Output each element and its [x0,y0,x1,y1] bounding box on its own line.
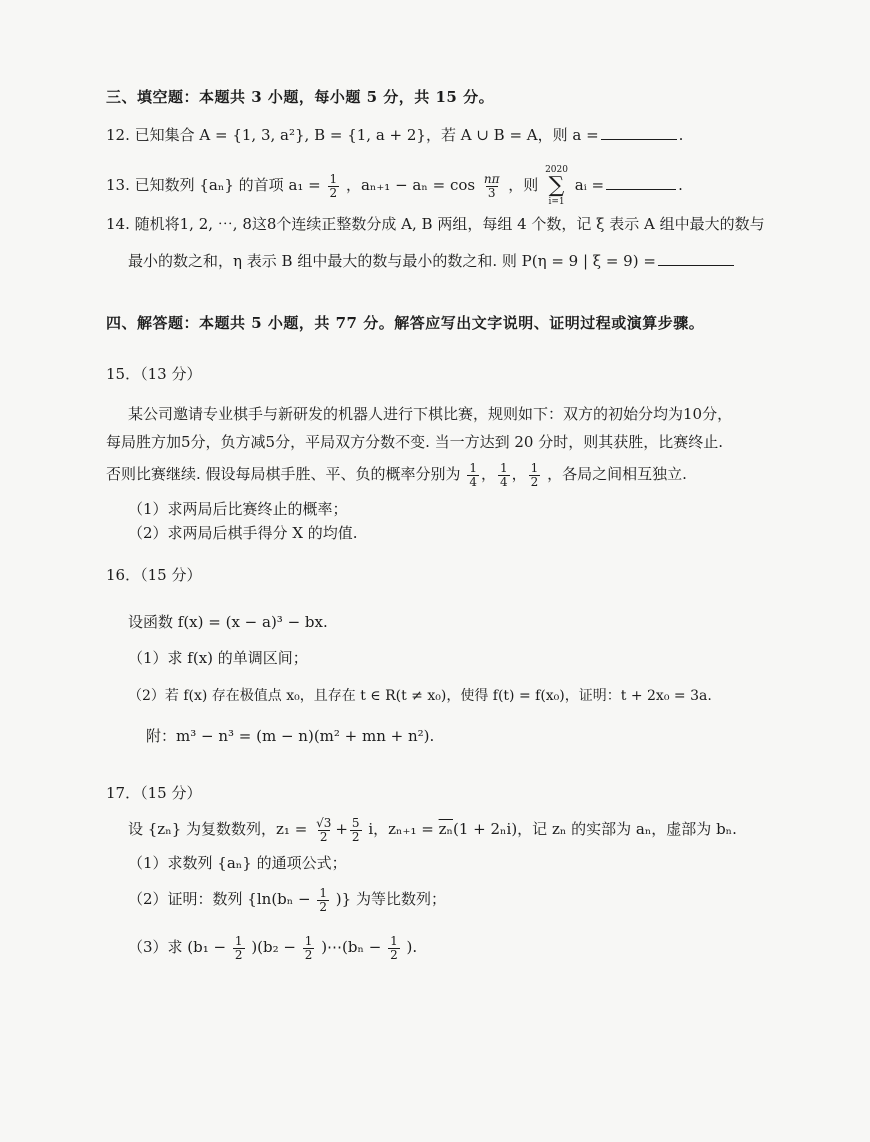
conjugate-z-n: $\overline{z_n}$ [438,820,453,838]
summation-sign [545,165,568,207]
fraction-denominator: 2 [390,947,398,962]
fraction-denominator: 2 [351,829,360,844]
fraction-denominator: 2 [319,829,328,844]
question-15-sub-1: （1）求两局后比赛终止的概率； [128,500,348,518]
fraction-numerator: 1 [319,885,328,900]
question-12-text: 12. 已知集合 A = {1, 3, a²}, B = {1, a + 2}，若 A ∪ B = A，则 a = [106,126,599,144]
fraction-denominator: 2 [329,185,338,200]
fraction-numerator: 1 [499,460,508,475]
question-17-sub-1: （1）求数列 {aₙ} 的通项公式； [128,854,347,872]
question-13-sum-body: aᵢ = [574,176,605,194]
fraction-half [328,173,340,200]
fraction-numerator: 1 [234,933,243,948]
question-17-stem-mid: i，zₙ₊₁ = [368,820,434,838]
question-16-header: 16．（15 分） [106,566,202,584]
question-13-lead: 13. 已知数列 {aₙ} 的首项 a₁ = [106,176,321,194]
question-15-header: 15．（13 分） [106,365,202,383]
probability-draw [498,462,510,489]
half-fraction [233,935,245,962]
fraction-denominator: 3 [487,185,496,200]
sum-lower-limit: i=1 [548,197,565,207]
fraction-numerator: √3 [316,815,332,830]
question-14-line-2: 最小的数之和，η 表示 B 组中最大的数与最小的数之和. 则 P(η = 9 | ξ = 9) = [128,252,656,270]
question-15-sub-2: （2）求两局后棋手得分 X 的均值. [128,524,358,542]
question-16-sub-1: （1）求 f(x) 的单调区间； [128,649,308,667]
question-17-stem-tail: (1 + 2ₙi)，记 zₙ 的实部为 aₙ，虚部为 bₙ. [453,820,737,838]
question-14-line-1: 14. 随机将1, 2, ⋯, 8这8个连续正整数分成 A, B 两组，每组 4 个数，记 ξ 表示 A 组中最大的数与 [106,215,765,233]
fraction-numerator: 1 [329,171,338,186]
sum-upper-limit: 2020 [545,165,568,175]
fraction-denominator: 4 [499,474,508,489]
section-3-title: 三、填空题：本题共 3 小题，每小题 5 分，共 15 分。 [106,88,495,106]
answer-blank-14[interactable] [658,251,734,266]
question-17-sub-2-lead: （2）证明：数列 {ln(bₙ − [128,890,311,908]
answer-blank-12[interactable] [601,125,677,140]
answer-blank-13[interactable] [606,175,676,190]
probability-win [467,462,479,489]
z1-imag-fraction [350,817,362,844]
section-4-title: 四、解答题：本题共 5 小题，共 77 分。解答应写出文字说明、证明过程或演算步骤。 [106,314,705,332]
question-17-sub-3-mid-1: )(b₂ − [251,938,296,956]
question-17-stem-lead: 设 {zₙ} 为复数数列，z₁ = [128,820,308,838]
fraction-denominator: 2 [530,474,539,489]
question-16-sub-2: （2）若 f(x) 存在极值点 x₀，且存在 t ∈ R(t ≠ x₀)，使得 f(t) = f(x₀)，证明：t + 2x₀ = 3a. [128,688,712,704]
question-15-para-3-lead: 否则比赛继续. 假设每局棋手胜、平、负的概率分别为 [106,465,461,483]
question-13-mid: ，aₙ₊₁ − aₙ = cos [345,176,476,194]
sigma-icon: ∑ [548,173,565,198]
question-16-stem: 设函数 f(x) = (x − a)³ − bx. [128,613,328,631]
question-17-sub-3-end: ). [406,938,418,956]
fraction-numerator: 5 [351,815,360,830]
question-15-para-3: 否则比赛继续. 假设每局棋手胜、平、负的概率分别为 $\frac{1}{4}$ ， $\frac{1}{4}$ ， $\frac{1}{2}$ ，各局之间相互独立. [106,460,687,489]
question-13: 13. 已知数列 {aₙ} 的首项 a₁ = $\frac{1}{2}$ ，aₙ₊₁ − aₙ = cos $\frac{n\pi}{3}$ ，则 2020 ∑ i=1 aᵢ = . [106,165,683,207]
question-17-sub-3-lead: （3）求 (b₁ − [128,938,227,956]
fraction-numerator: 1 [530,460,539,475]
question-17-sub-2 [128,880,446,918]
probability-lose [529,462,541,489]
question-16-note: 附：m³ − n³ = (m − n)(m² + mn + n²). [146,727,435,745]
half-fraction [303,935,315,962]
question-15-para-1: 某公司邀请专业棋手与新研发的机器人进行下棋比赛，规则如下：双方的初始分均为10分， [128,405,733,423]
question-14 [128,251,736,271]
fraction-numerator: 1 [390,933,398,948]
fraction-n-pi-over-3 [482,173,502,200]
question-17-sub-3-mid-2: )⋯(bₙ − [321,938,382,956]
question-17-sub-3 [128,928,417,966]
z1-real-fraction [314,817,333,844]
fraction-denominator: 2 [319,899,328,914]
half-fraction [388,935,400,962]
question-12: 12. 已知集合 A = {1, 3, a²}, B = {1, a + 2}，若 A ∪ B = A，则 a = . [106,126,684,144]
plus-sign: + [335,820,348,838]
question-17-header: 17．（15 分） [106,784,202,802]
question-17-sub-2-tail: )} 为等比数列； [335,890,446,908]
fraction-numerator: 1 [304,933,313,948]
question-15-para-2: 每局胜方加5分，负方减5分，平局双方分数不变. 当一方达到 20 分时，则其获胜，比赛终止. [106,433,724,451]
question-13-tail: ，则 [508,176,539,194]
fraction-denominator: 4 [469,474,477,489]
fraction-numerator: 1 [469,460,477,475]
fraction-numerator: nπ [483,171,500,186]
fraction-denominator: 2 [304,947,313,962]
fraction-denominator: 2 [234,947,243,962]
half-fraction [317,887,329,914]
question-15-para-3-tail: ，各局之间相互独立. [547,465,687,483]
question-17-stem [128,810,737,848]
